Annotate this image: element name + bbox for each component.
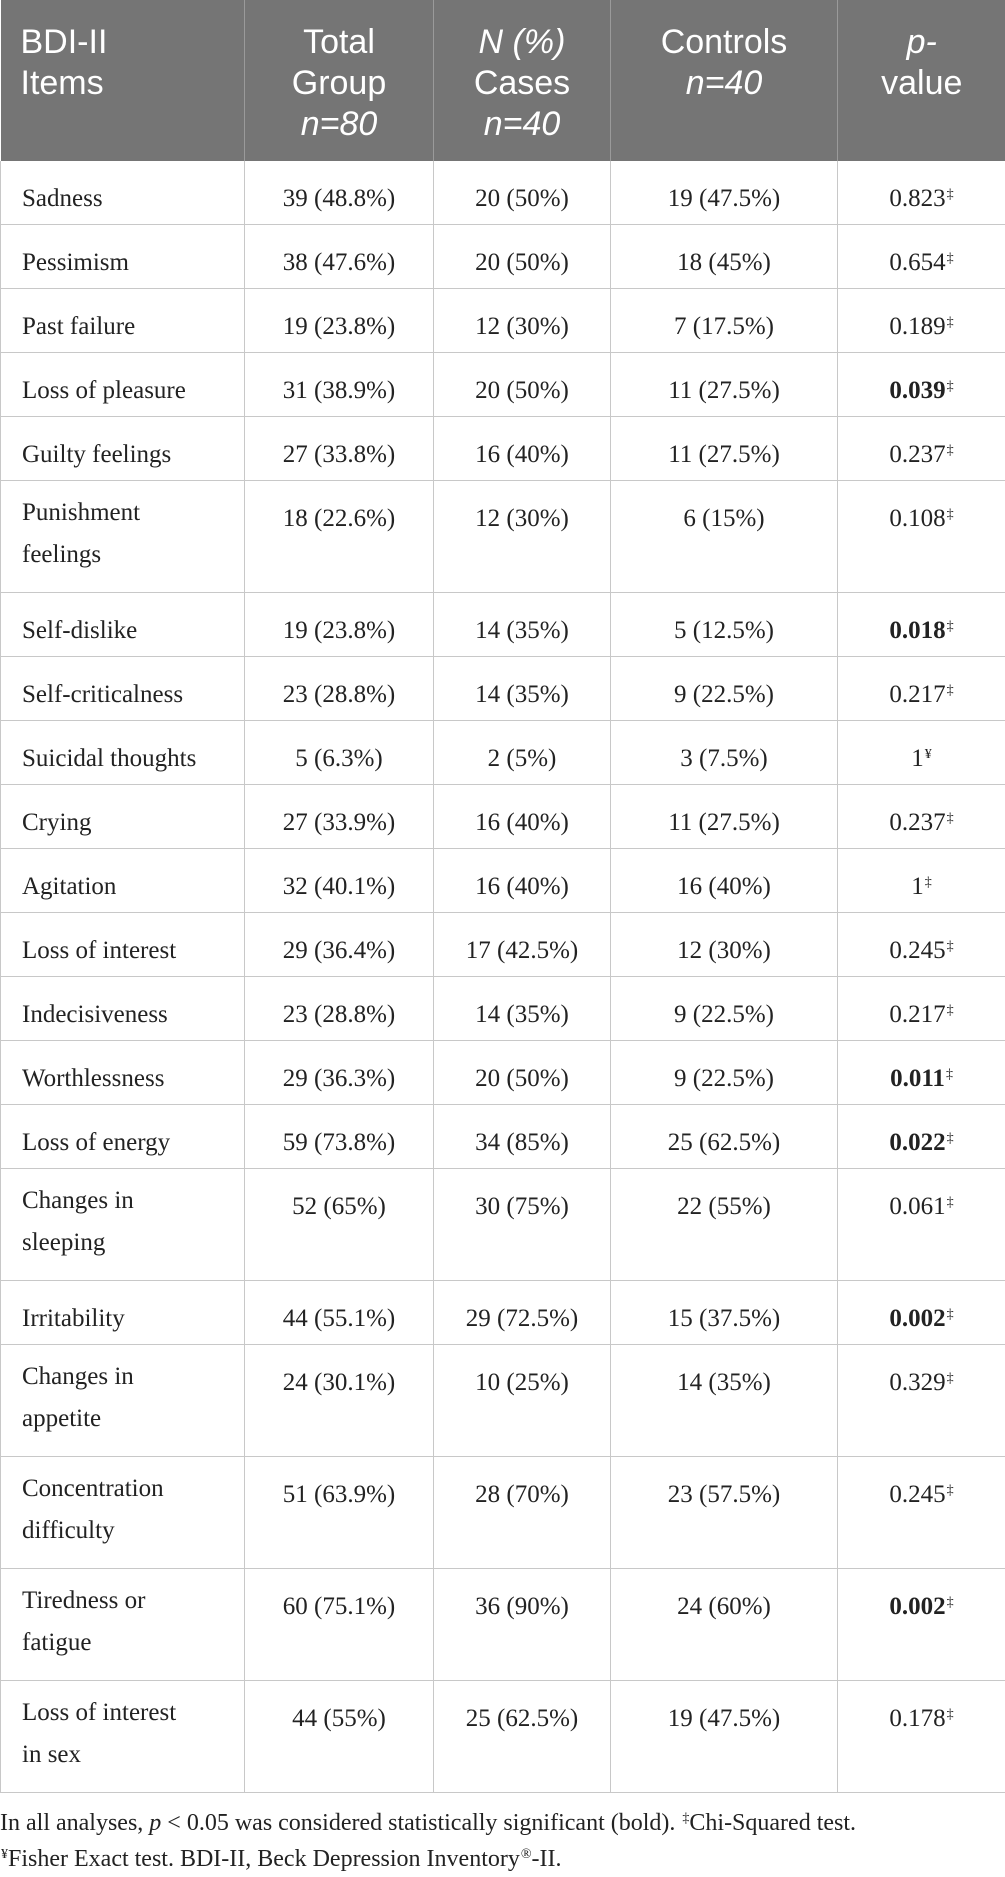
cell-cases-value: 12 (30%) <box>475 313 569 340</box>
cell-controls-value: 11 (27.5%) <box>668 809 780 836</box>
item-label-line: Irritability <box>22 1294 240 1344</box>
cell-total-value: 27 (33.9%) <box>283 809 395 836</box>
item-label-line: Worthlessness <box>22 1054 240 1104</box>
cell-item <box>1 1345 245 1457</box>
cell-controls-value: 6 (15%) <box>683 505 764 532</box>
cell-cases-value: 20 (50%) <box>475 249 569 276</box>
cell-item <box>1 977 245 1041</box>
cell-controls-value: 11 (27.5%) <box>668 377 780 404</box>
p-value: 0.002 <box>889 1305 945 1332</box>
p-value: 0.018 <box>889 617 945 644</box>
cell-cases <box>434 913 611 977</box>
header-p-value: p- value <box>838 0 1005 161</box>
test-marker: ‡ <box>947 379 954 394</box>
cell-total <box>245 1105 434 1169</box>
cell-controls <box>611 785 838 849</box>
cell-controls-value: 22 (55%) <box>677 1193 771 1220</box>
cell-total <box>245 721 434 785</box>
cell-total <box>245 417 434 481</box>
cell-p-value <box>838 225 1005 289</box>
item-label-line: Changes in <box>22 1356 240 1398</box>
cell-total-value: 31 (38.9%) <box>283 377 395 404</box>
test-marker: ‡ <box>947 315 954 330</box>
test-marker: ‡ <box>947 1003 954 1018</box>
cell-controls-value: 11 (27.5%) <box>668 441 780 468</box>
cell-controls <box>611 1105 838 1169</box>
cell-p-value <box>838 161 1005 225</box>
test-marker: ‡ <box>947 1307 954 1322</box>
cell-p-value <box>838 721 1005 785</box>
cell-cases-value: 25 (62.5%) <box>466 1705 578 1732</box>
p-value: 0.245 <box>889 1481 945 1508</box>
item-label-line: Suicidal thoughts <box>22 734 240 784</box>
cell-controls-value: 7 (17.5%) <box>674 313 774 340</box>
cell-total-value: 27 (33.8%) <box>283 441 395 468</box>
table-row <box>1 225 1005 289</box>
header-row <box>1 0 1005 161</box>
cell-total <box>245 657 434 721</box>
cell-controls <box>611 1569 838 1681</box>
cell-cases-value: 17 (42.5%) <box>466 937 578 964</box>
item-label-line: Pessimism <box>22 238 240 288</box>
item-label-line: Guilty feelings <box>22 430 240 480</box>
p-value: 0.237 <box>889 809 945 836</box>
cell-p-value <box>838 1345 1005 1457</box>
cell-total-value: 44 (55%) <box>292 1705 386 1732</box>
item-label-line: Self-criticalness <box>22 670 240 720</box>
cell-item <box>1 1457 245 1569</box>
cell-p-value <box>838 481 1005 593</box>
table-row <box>1 1457 1005 1569</box>
cell-total-value: 23 (28.8%) <box>283 681 395 708</box>
cell-p-value <box>838 1169 1005 1281</box>
cell-total-value: 5 (6.3%) <box>295 745 382 772</box>
cell-controls <box>611 353 838 417</box>
p-value: 0.002 <box>889 1593 945 1620</box>
cell-total <box>245 785 434 849</box>
cell-controls-value: 24 (60%) <box>677 1593 771 1620</box>
test-marker: ‡ <box>946 1067 953 1082</box>
cell-item <box>1 1041 245 1105</box>
table-row <box>1 1041 1005 1105</box>
cell-controls <box>611 593 838 657</box>
cell-cases <box>434 849 611 913</box>
cell-cases-value: 16 (40%) <box>475 873 569 900</box>
cell-total <box>245 1569 434 1681</box>
test-marker: ‡ <box>947 187 954 202</box>
cell-p-value <box>838 1569 1005 1681</box>
cell-cases-value: 20 (50%) <box>475 377 569 404</box>
table-row <box>1 417 1005 481</box>
item-label-line: Self-dislike <box>22 606 240 656</box>
cell-p-value <box>838 1041 1005 1105</box>
cell-p-value <box>838 1281 1005 1345</box>
cell-p-value <box>838 657 1005 721</box>
cell-controls <box>611 1281 838 1345</box>
item-label-line: Loss of interest <box>22 1692 240 1734</box>
item-label-line: Loss of interest <box>22 926 240 976</box>
table-row <box>1 913 1005 977</box>
cell-item <box>1 593 245 657</box>
cell-total-value: 29 (36.3%) <box>283 1065 395 1092</box>
cell-cases <box>434 721 611 785</box>
cell-p-value <box>838 977 1005 1041</box>
cell-cases <box>434 353 611 417</box>
table-body <box>1 161 1005 1793</box>
item-label-line: fatigue <box>22 1622 240 1664</box>
p-value: 0.823 <box>889 185 945 212</box>
test-marker: ‡ <box>947 683 954 698</box>
cell-cases <box>434 1681 611 1793</box>
table-row <box>1 657 1005 721</box>
p-value: 0.245 <box>889 937 945 964</box>
table-row <box>1 1345 1005 1457</box>
test-marker: ‡ <box>947 443 954 458</box>
cell-controls-value: 16 (40%) <box>677 873 771 900</box>
item-label-line: appetite <box>22 1398 240 1440</box>
cell-cases-value: 20 (50%) <box>475 185 569 212</box>
cell-controls <box>611 1681 838 1793</box>
test-marker: ‡ <box>947 507 954 522</box>
item-label-line: Changes in <box>22 1180 240 1222</box>
item-label-line: Concentration <box>22 1468 240 1510</box>
cell-controls-value: 19 (47.5%) <box>668 185 780 212</box>
cell-total <box>245 353 434 417</box>
p-value: 0.217 <box>889 681 945 708</box>
cell-item <box>1 417 245 481</box>
cell-item <box>1 913 245 977</box>
cell-controls <box>611 721 838 785</box>
item-label-line: difficulty <box>22 1510 240 1552</box>
test-marker: ‡ <box>947 1195 954 1210</box>
cell-controls-value: 23 (57.5%) <box>668 1481 780 1508</box>
cell-controls <box>611 1457 838 1569</box>
cell-controls-value: 18 (45%) <box>677 249 771 276</box>
cell-cases-value: 2 (5%) <box>488 745 557 772</box>
test-marker: ‡ <box>947 251 954 266</box>
cell-item <box>1 225 245 289</box>
cell-total-value: 51 (63.9%) <box>283 1481 395 1508</box>
cell-cases <box>434 977 611 1041</box>
item-label-line: sleeping <box>22 1222 240 1264</box>
cell-controls-value: 9 (22.5%) <box>674 1065 774 1092</box>
cell-total <box>245 289 434 353</box>
p-value: 0.189 <box>889 313 945 340</box>
cell-item <box>1 1105 245 1169</box>
cell-cases-value: 14 (35%) <box>475 1001 569 1028</box>
cell-total <box>245 161 434 225</box>
cell-total-value: 59 (73.8%) <box>283 1129 395 1156</box>
p-value: 0.022 <box>889 1129 945 1156</box>
cell-total <box>245 1169 434 1281</box>
item-label-line: Loss of pleasure <box>22 366 240 416</box>
table-row <box>1 289 1005 353</box>
table-row <box>1 785 1005 849</box>
cell-controls <box>611 1169 838 1281</box>
header-cases: N (%) Cases n=40 <box>434 0 611 161</box>
cell-item <box>1 1169 245 1281</box>
cell-cases-value: 16 (40%) <box>475 809 569 836</box>
item-label-line: Past failure <box>22 302 240 352</box>
cell-p-value <box>838 849 1005 913</box>
cell-cases-value: 14 (35%) <box>475 681 569 708</box>
table-row <box>1 353 1005 417</box>
cell-cases <box>434 289 611 353</box>
cell-total <box>245 1681 434 1793</box>
test-marker: ‡ <box>947 1371 954 1386</box>
cell-controls-value: 12 (30%) <box>677 937 771 964</box>
cell-p-value <box>838 593 1005 657</box>
cell-controls <box>611 849 838 913</box>
p-value: 0.011 <box>890 1065 945 1092</box>
test-marker: ‡ <box>947 811 954 826</box>
cell-cases-value: 14 (35%) <box>475 617 569 644</box>
p-value: 0.039 <box>889 377 945 404</box>
cell-total-value: 23 (28.8%) <box>283 1001 395 1028</box>
table-row <box>1 1105 1005 1169</box>
cell-total <box>245 481 434 593</box>
cell-cases <box>434 1345 611 1457</box>
cell-total-value: 60 (75.1%) <box>283 1593 395 1620</box>
cell-controls <box>611 161 838 225</box>
cell-controls <box>611 417 838 481</box>
cell-cases <box>434 1105 611 1169</box>
cell-controls <box>611 1345 838 1457</box>
cell-cases <box>434 1569 611 1681</box>
p-value: 0.061 <box>889 1193 945 1220</box>
cell-p-value <box>838 1681 1005 1793</box>
cell-item <box>1 289 245 353</box>
cell-p-value <box>838 353 1005 417</box>
cell-cases-value: 16 (40%) <box>475 441 569 468</box>
cell-controls-value: 14 (35%) <box>677 1369 771 1396</box>
cell-controls-value: 19 (47.5%) <box>668 1705 780 1732</box>
p-value: 0.108 <box>889 505 945 532</box>
item-label-line: feelings <box>22 534 240 576</box>
item-label-line: Agitation <box>22 862 240 912</box>
cell-cases <box>434 657 611 721</box>
cell-total <box>245 849 434 913</box>
cell-total <box>245 1345 434 1457</box>
header-controls: Controls n=40 <box>611 0 838 161</box>
footnote-line-2: ¥Fisher Exact test. BDI-II, Beck Depression Inventory®-II. <box>0 1841 1005 1877</box>
cell-cases <box>434 1041 611 1105</box>
item-label-line: Sadness <box>22 174 240 224</box>
test-marker: ‡ <box>947 619 954 634</box>
cell-controls <box>611 481 838 593</box>
table-row <box>1 481 1005 593</box>
cell-item <box>1 721 245 785</box>
cell-controls <box>611 289 838 353</box>
test-marker: ‡ <box>947 1131 954 1146</box>
cell-cases-value: 28 (70%) <box>475 1481 569 1508</box>
cell-p-value <box>838 417 1005 481</box>
cell-p-value <box>838 1457 1005 1569</box>
cell-total <box>245 977 434 1041</box>
cell-item <box>1 849 245 913</box>
cell-cases <box>434 593 611 657</box>
cell-cases <box>434 785 611 849</box>
test-marker: ‡ <box>925 875 932 890</box>
table-footnote <box>0 1805 1005 1877</box>
p-value: 0.217 <box>889 1001 945 1028</box>
cell-total <box>245 1041 434 1105</box>
cell-controls <box>611 913 838 977</box>
cell-p-value <box>838 785 1005 849</box>
cell-total-value: 38 (47.6%) <box>283 249 395 276</box>
cell-item <box>1 785 245 849</box>
test-marker: ¥ <box>925 747 932 762</box>
item-label-line: Loss of energy <box>22 1118 240 1168</box>
cell-total-value: 18 (22.6%) <box>283 505 395 532</box>
cell-cases-value: 20 (50%) <box>475 1065 569 1092</box>
table-row <box>1 849 1005 913</box>
cell-controls <box>611 657 838 721</box>
test-marker: ‡ <box>947 1707 954 1722</box>
table-row <box>1 1569 1005 1681</box>
cell-cases <box>434 161 611 225</box>
cell-cases-value: 34 (85%) <box>475 1129 569 1156</box>
cell-total-value: 32 (40.1%) <box>283 873 395 900</box>
cell-total-value: 19 (23.8%) <box>283 617 395 644</box>
cell-controls-value: 25 (62.5%) <box>668 1129 780 1156</box>
cell-cases <box>434 1281 611 1345</box>
p-value: 0.329 <box>889 1369 945 1396</box>
header-total-group: Total Group n=80 <box>245 0 434 161</box>
table-row <box>1 721 1005 785</box>
table-row <box>1 1169 1005 1281</box>
cell-controls-value: 9 (22.5%) <box>674 681 774 708</box>
cell-controls-value: 3 (7.5%) <box>680 745 767 772</box>
cell-total-value: 29 (36.4%) <box>283 937 395 964</box>
cell-controls-value: 9 (22.5%) <box>674 1001 774 1028</box>
cell-p-value <box>838 913 1005 977</box>
cell-total-value: 24 (30.1%) <box>283 1369 395 1396</box>
p-value: 1 <box>911 873 924 900</box>
test-marker: ‡ <box>947 1595 954 1610</box>
cell-total <box>245 1281 434 1345</box>
cell-total <box>245 913 434 977</box>
p-value: 0.654 <box>889 249 945 276</box>
table-row <box>1 1681 1005 1793</box>
cell-controls <box>611 977 838 1041</box>
cell-total-value: 19 (23.8%) <box>283 313 395 340</box>
cell-controls-value: 15 (37.5%) <box>668 1305 780 1332</box>
test-marker: ‡ <box>947 939 954 954</box>
cell-item <box>1 1281 245 1345</box>
table-row <box>1 593 1005 657</box>
cell-item <box>1 481 245 593</box>
cell-item <box>1 161 245 225</box>
cell-cases <box>434 417 611 481</box>
cell-total <box>245 225 434 289</box>
cell-cases <box>434 1457 611 1569</box>
cell-cases-value: 29 (72.5%) <box>466 1305 578 1332</box>
footnote-line-1: In all analyses, p < 0.05 was considered statistically significant (bold). ‡Chi-Squared test. <box>0 1805 1005 1841</box>
cell-cases <box>434 225 611 289</box>
cell-item <box>1 1681 245 1793</box>
cell-item <box>1 657 245 721</box>
item-label-line: Indecisiveness <box>22 990 240 1040</box>
cell-cases <box>434 481 611 593</box>
p-value: 1 <box>911 745 924 772</box>
cell-cases-value: 36 (90%) <box>475 1593 569 1620</box>
cell-item <box>1 1569 245 1681</box>
cell-p-value <box>838 1105 1005 1169</box>
item-label-line: in sex <box>22 1734 240 1776</box>
table-row <box>1 977 1005 1041</box>
item-label-line: Crying <box>22 798 240 848</box>
cell-cases-value: 30 (75%) <box>475 1193 569 1220</box>
cell-total <box>245 593 434 657</box>
cell-total-value: 44 (55.1%) <box>283 1305 395 1332</box>
cell-cases <box>434 1169 611 1281</box>
cell-controls <box>611 225 838 289</box>
header-bdi-items: BDI-II Items <box>1 0 245 161</box>
cell-total-value: 52 (65%) <box>292 1193 386 1220</box>
test-marker: ‡ <box>947 1483 954 1498</box>
p-value: 0.237 <box>889 441 945 468</box>
cell-cases-value: 12 (30%) <box>475 505 569 532</box>
cell-cases-value: 10 (25%) <box>475 1369 569 1396</box>
item-label-line: Punishment <box>22 492 240 534</box>
cell-total-value: 39 (48.8%) <box>283 185 395 212</box>
table-row <box>1 1281 1005 1345</box>
cell-controls-value: 5 (12.5%) <box>674 617 774 644</box>
item-label-line: Tiredness or <box>22 1580 240 1622</box>
cell-p-value <box>838 289 1005 353</box>
cell-item <box>1 353 245 417</box>
p-value: 0.178 <box>889 1705 945 1732</box>
table-header <box>1 0 1005 161</box>
cell-total <box>245 1457 434 1569</box>
cell-controls <box>611 1041 838 1105</box>
table-row <box>1 161 1005 225</box>
